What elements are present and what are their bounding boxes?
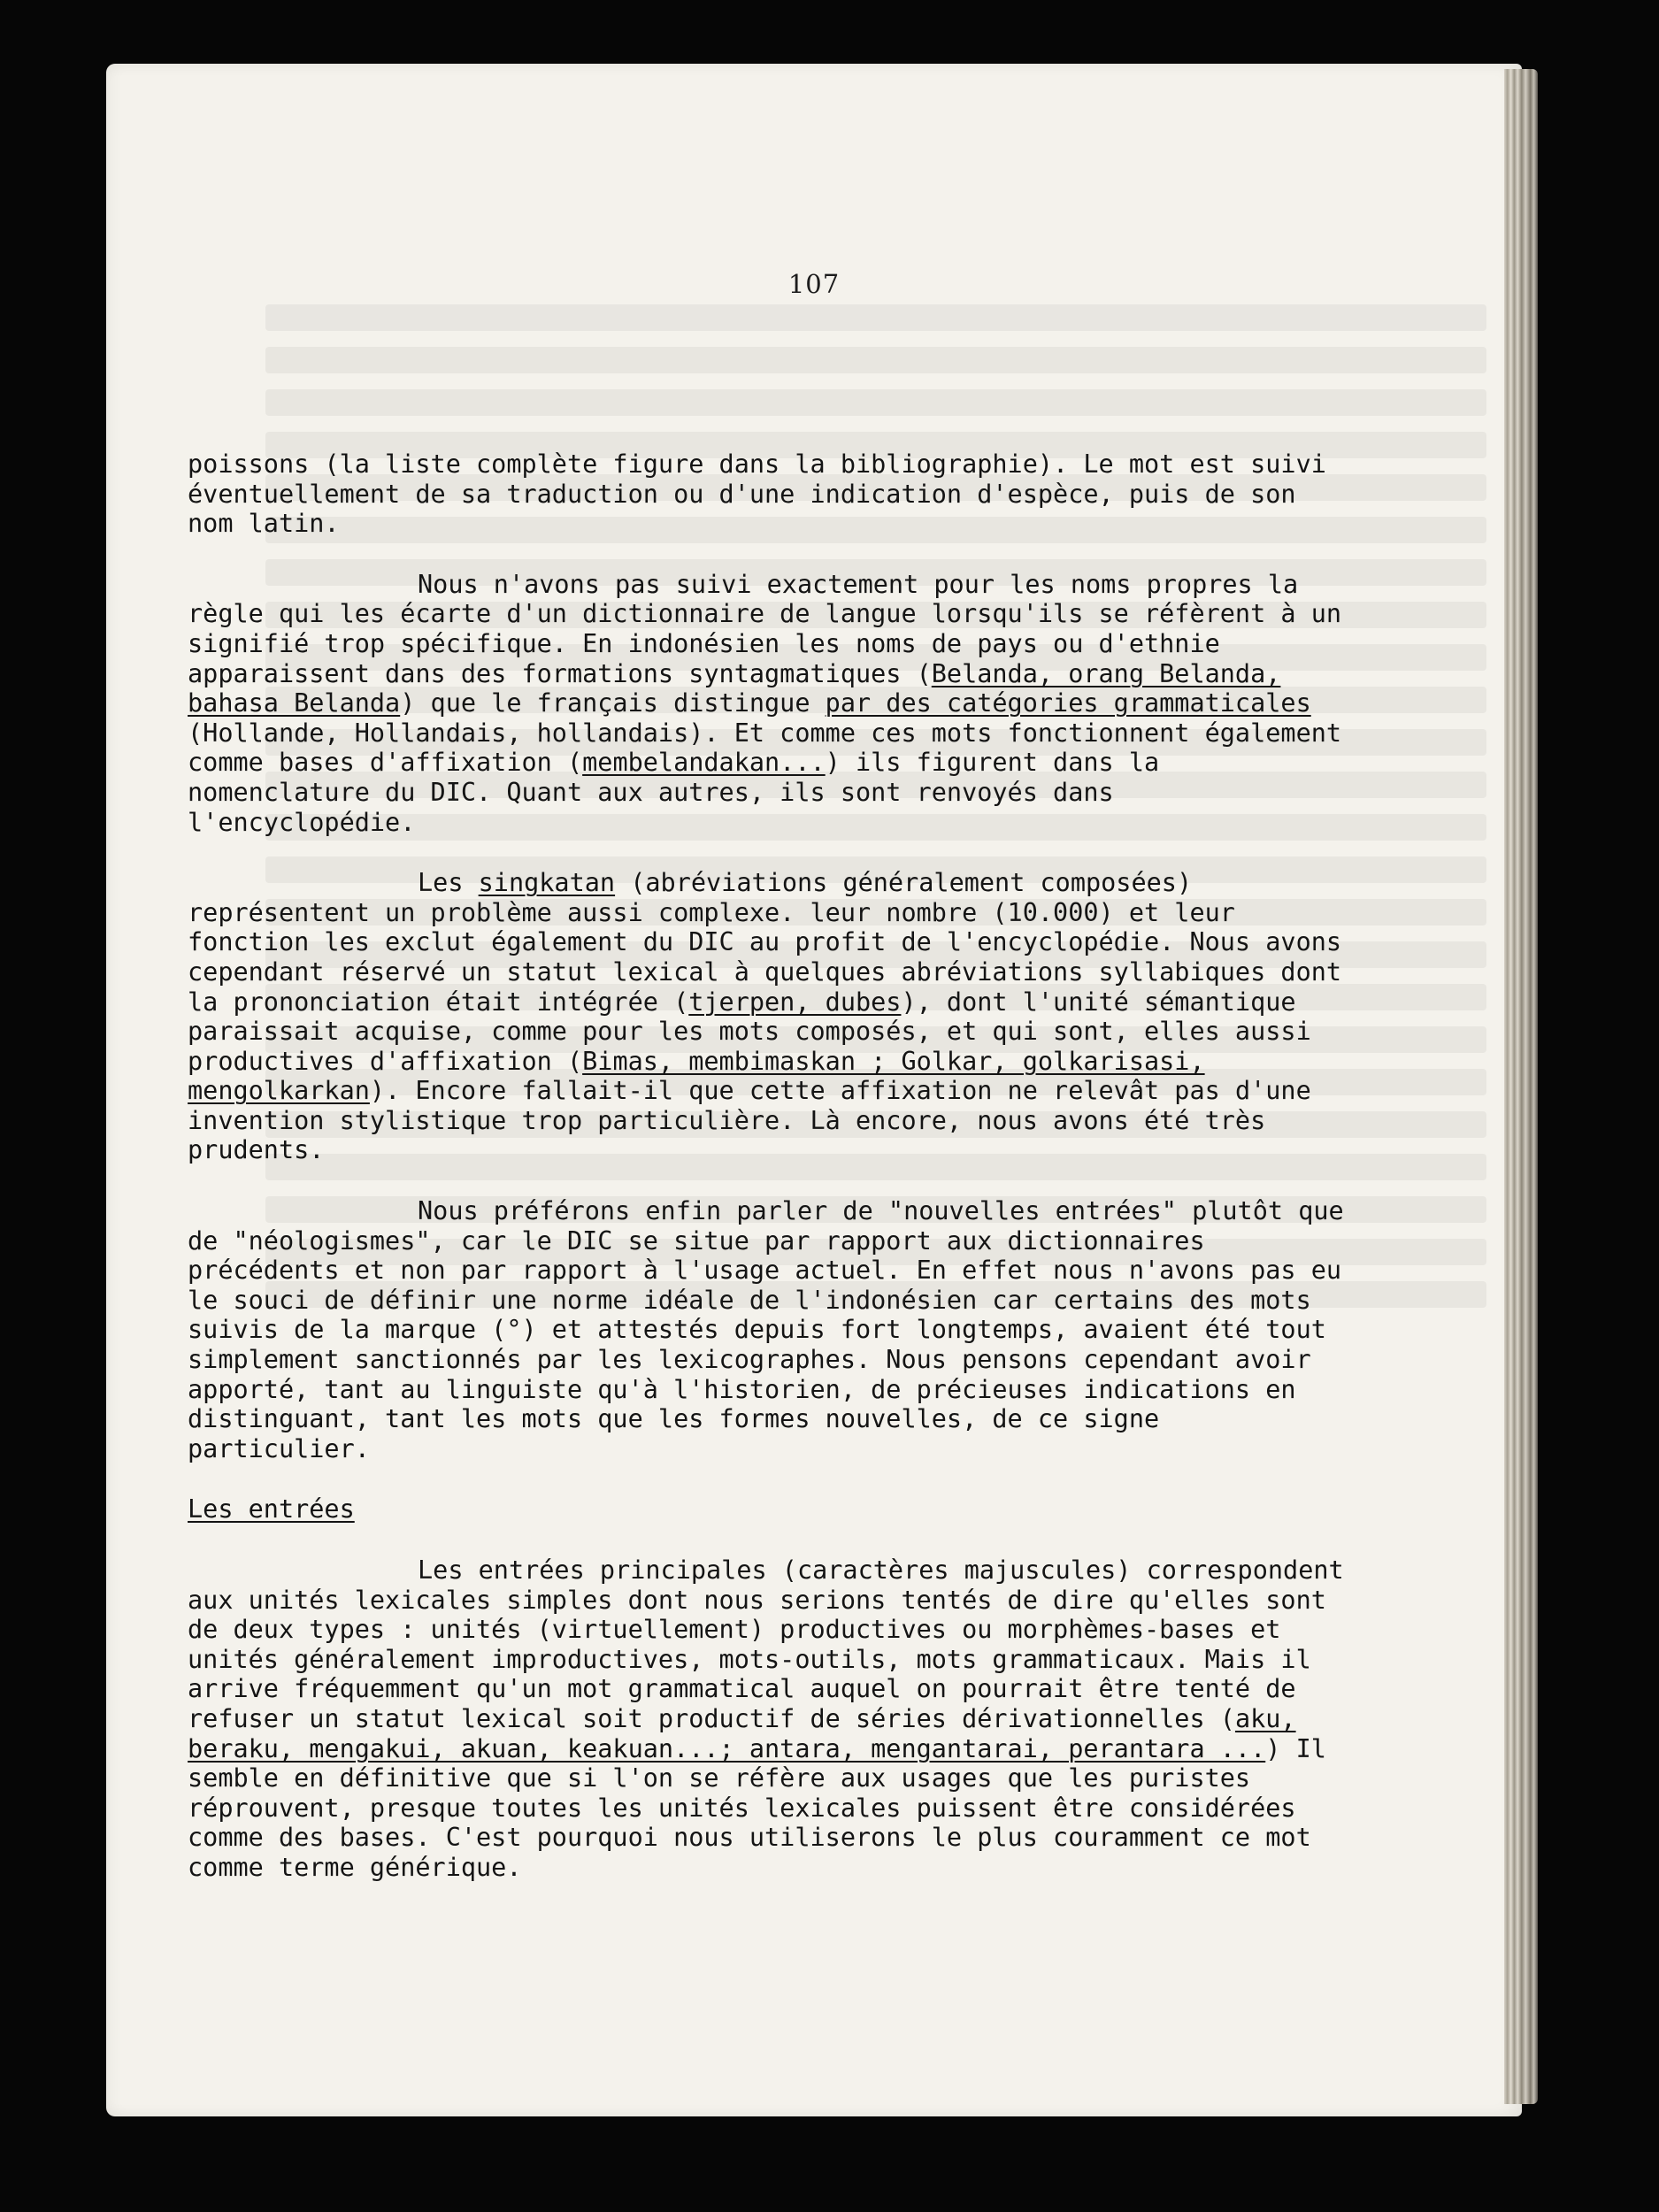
underlined-term: Bimas, membimaskan ; Golkar, golkarisasi, mengolkarkan	[188, 1046, 1205, 1106]
underlined-term: membelandakan...	[582, 748, 826, 778]
paragraph	[188, 1196, 1345, 1463]
text-run: Les	[418, 868, 479, 898]
text-run: Les entrées principales (caractères majuscules) correspondent aux unités lexicales simples dont nous serions tentés de dire qu'elles sont de deux types : unités (virtuellement) productives ou morphèmes-bases et unités généralement improductives, mots-outils, mots grammaticaux. Mais il arrive fréquemment qu'un mot grammatical auquel on pourrait être tenté de refuser un statut lexical soit productif de séries dérivationnelles (	[188, 1555, 1344, 1733]
text-run: ), dont l'unité sémantique paraissait acquise, comme pour les mots composés, et qui sont, elles aussi productives d'affixation (	[188, 987, 1311, 1076]
paragraph	[188, 449, 1345, 539]
page-number: 107	[787, 269, 841, 299]
text-run: poissons (la liste complète figure dans la bibliographie). Le mot est suivi éventuellement de sa traduction ou d'une indication d'espèce, puis de son nom latin.	[188, 449, 1326, 539]
underlined-term: Belanda, orang Belanda, bahasa Belanda	[188, 658, 1281, 718]
text-run: ). Encore fallait-il que cette affixation ne relevât pas d'une invention stylistique trop particulière. Là encore, nous avons été très prudents.	[188, 1076, 1311, 1165]
text-run: ) que le français distingue	[400, 688, 826, 718]
paragraph	[188, 570, 1345, 837]
underlined-term: singkatan	[478, 868, 616, 898]
text-run: ) Il semble en définitive que si l'on se réfère aux usages que les puristes réprouvent, presque toutes les unités lexicales puissent être considérées comme des bases. C'est pourquoi nous utiliserons le plus couramment ce mot comme terme générique.	[188, 1733, 1326, 1882]
text-run: (abréviations généralement composées) représentent un problème aussi complexe. leur nombre (10.000) et leur fonction les exclut également du DIC au profit de l'encyclopédie. Nous avons cependant réservé un statut lexical à quelques abréviations syllabiques dont la prononciation était intégrée (	[188, 868, 1342, 1017]
page-stack-edge	[1504, 69, 1538, 2104]
underlined-term: tjerpen, dubes	[688, 987, 902, 1017]
text-run: Nous n'avons pas suivi exactement pour les noms propres la règle qui les écarte d'un dictionnaire de langue lorsqu'ils se réfèrent à un signifié trop spécifique. En indonésien les noms de pays ou d'ethnie apparaissent dans des formations syntagmatiques (	[188, 569, 1342, 688]
body-text	[188, 449, 1345, 1914]
text-run: Nous préférons enfin parler de "nouvelles entrées" plutôt que de "néologismes", car le DIC se situe par rapport aux dictionnaires précédents et non par rapport à l'usage actuel. En effet nous n'avons pas eu le souci de définir une norme idéale de l'indonésien car certains des mots suivis de la marque (°) et attestés depuis fort longtemps, avaient été tout simplement sanctionnés par les lexicographes. Nous pensons cependant avoir apporté, tant au linguiste qu'à l'historien, de précieuses indications en distinguant, tant les mots que les formes nouvelles, de ce signe particulier.	[188, 1196, 1344, 1463]
section-heading	[188, 1494, 1345, 1525]
underlined-term: par des catégories grammaticales	[825, 688, 1311, 718]
text-run: ) ils figurent dans la nomenclature du DIC. Quant aux autres, ils sont renvoyés dans l'encyclopédie.	[188, 748, 1160, 837]
paragraph	[188, 868, 1345, 1165]
text-run: (Hollande, Hollandais, hollandais). Et comme ces mots fonctionnent également comme bases d'affixation (	[188, 718, 1342, 778]
underlined-term: aku, beraku, mengakui, akuan, keakuan...; antara, mengantarai, perantara ...	[188, 1703, 1296, 1763]
section-heading-text: Les entrées	[188, 1494, 355, 1525]
paragraph	[188, 1555, 1345, 1883]
